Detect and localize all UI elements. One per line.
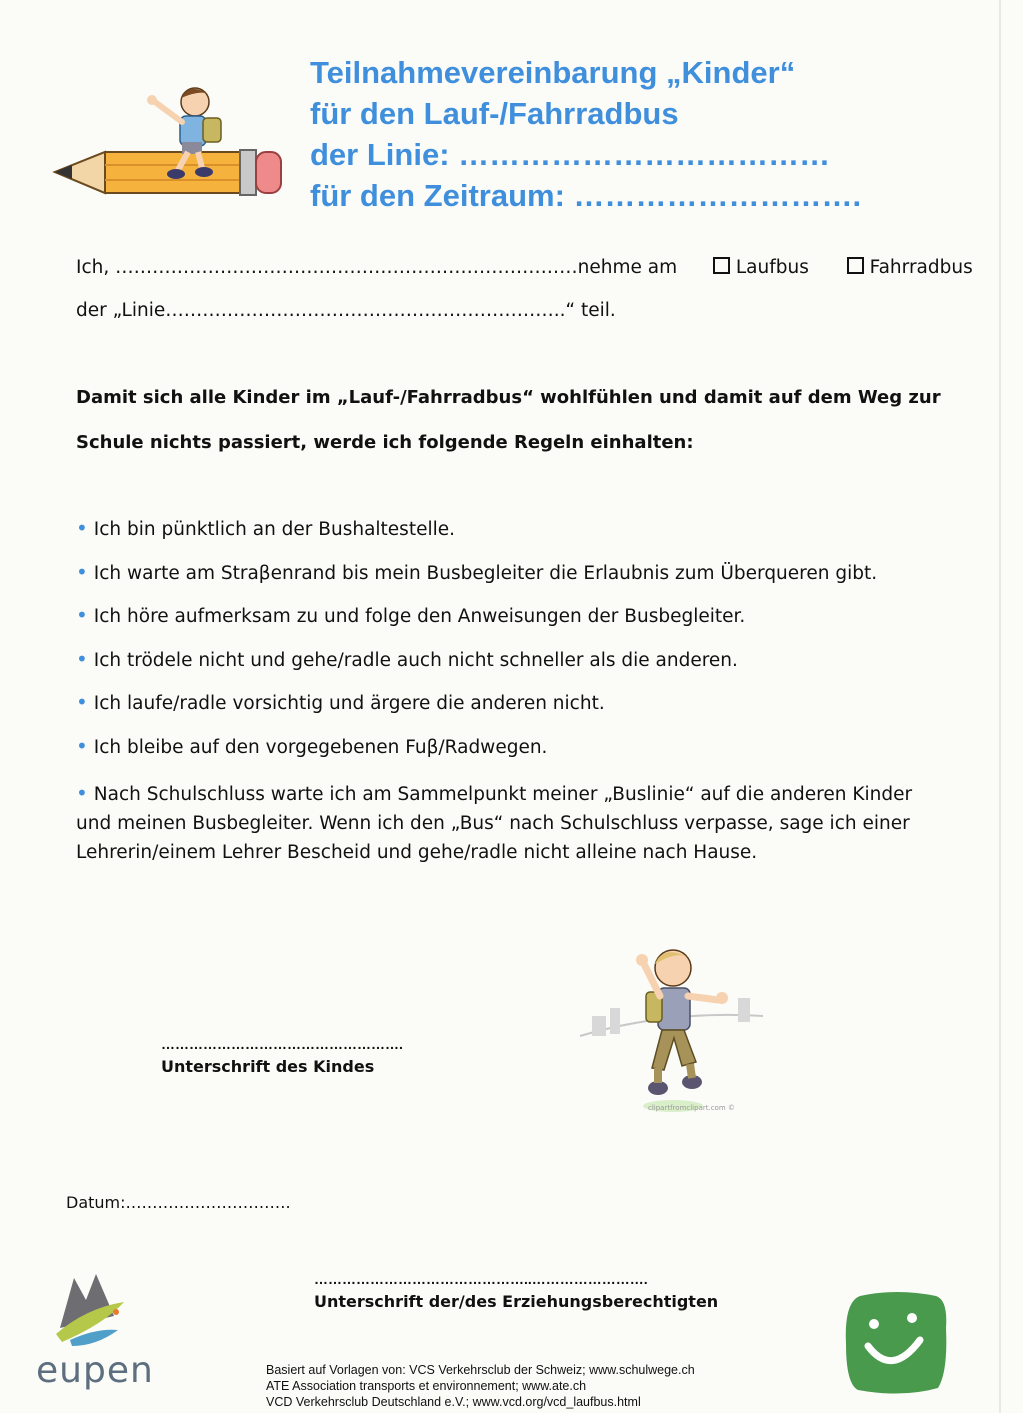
laufbus-label: Laufbus xyxy=(735,257,809,278)
child-signature-label: Unterschrift des Kindes xyxy=(161,1057,375,1076)
parent-signature-line[interactable]: ………………………………………..……………………. xyxy=(314,1271,648,1287)
rule-item: • Ich laufe/radle vorsichtig und ärgere die anderen nicht. xyxy=(76,690,605,714)
rule-item: • Ich warte am Straβenrand bis mein Busbegleiter die Erlaubnis zum Überqueren gibt. xyxy=(76,560,878,584)
intro-line-2: Schule nichts passiert, werde ich folgende Regeln einhalten: xyxy=(76,432,694,453)
title-line-4: für den Zeitraum: ………………………. xyxy=(310,178,862,213)
footer-credits xyxy=(266,1362,695,1410)
page-title xyxy=(310,52,861,216)
footer-line-3: VCD Verkehrsclub Deutschland e.V.; www.vcd.org/vcd_laufbus.html xyxy=(266,1395,641,1409)
footer-line-2: ATE Association transports et environnement; www.ate.ch xyxy=(266,1379,587,1393)
date-field[interactable]: Datum:…………………………. xyxy=(66,1193,291,1212)
bullet-icon: • xyxy=(76,647,88,671)
footer-line-1: Basiert auf Vorlagen von: VCS Verkehrsclub der Schweiz; www.schulwege.ch xyxy=(266,1363,695,1377)
eupen-logo-text: eupen xyxy=(36,1350,154,1391)
rule-item: • Ich bleibe auf den vorgegebenen Fuβ/Radwegen. xyxy=(76,734,548,758)
form-line-1 xyxy=(76,257,973,278)
pencil-boy-icon xyxy=(50,80,285,205)
page-edge xyxy=(999,0,1001,1413)
line-field[interactable]: der „Linie………………………………………………………..“ teil. xyxy=(76,300,616,321)
title-line-3: der Linie: ……………………………… xyxy=(310,137,831,172)
parent-signature-label: Unterschrift der/des Erziehungsberechtigten xyxy=(314,1292,719,1311)
eupen-logo-icon xyxy=(52,1270,130,1348)
fahrradbus-label: Fahrradbus xyxy=(869,257,973,278)
bullet-icon: • xyxy=(76,560,88,584)
rule-item: • Ich trödele nicht und gehe/radle auch nicht schneller als die anderen. xyxy=(76,647,738,671)
title-line-2: für den Lauf-/Fahrradbus xyxy=(310,96,679,131)
watermark-text: clipartfromclipart.com © xyxy=(648,1104,735,1112)
rule-item: • Nach Schulschluss warte ich am Sammelpunkt meiner „Buslinie“ auf die anderen Kinder und meinen Busbegleiter. Wenn ich den „Bus“ nach Schulschluss verpasse, sage ich einer Lehrerin/einem Lehrer Bescheid und gehe/radle nicht alleine nach Hause. xyxy=(76,781,913,863)
rule-item: • Ich bin pünktlich an der Bushaltestelle. xyxy=(76,516,455,540)
intro-line-1: Damit sich alle Kinder im „Lauf-/Fahrradbus“ wohlfühlen und damit auf dem Weg zur xyxy=(76,387,941,408)
rule-item: • Ich höre aufmerksam zu und folge den Anweisungen der Busbegleiter. xyxy=(76,603,746,627)
fahrradbus-checkbox[interactable] xyxy=(847,257,864,274)
laufbus-checkbox[interactable] xyxy=(713,257,730,274)
child-signature-line[interactable]: ……………………………………………. xyxy=(161,1036,403,1052)
bullet-icon: • xyxy=(76,516,88,540)
bullet-icon: • xyxy=(76,734,88,758)
bullet-icon: • xyxy=(76,781,88,805)
jumping-boy-icon xyxy=(578,938,768,1118)
smiley-icon xyxy=(842,1288,952,1398)
name-field[interactable]: Ich, …………………………………………………………………nehme am xyxy=(76,257,678,278)
bullet-icon: • xyxy=(76,690,88,714)
bullet-icon: • xyxy=(76,603,88,627)
title-line-1: Teilnahmevereinbarung „Kinder“ xyxy=(310,55,796,90)
